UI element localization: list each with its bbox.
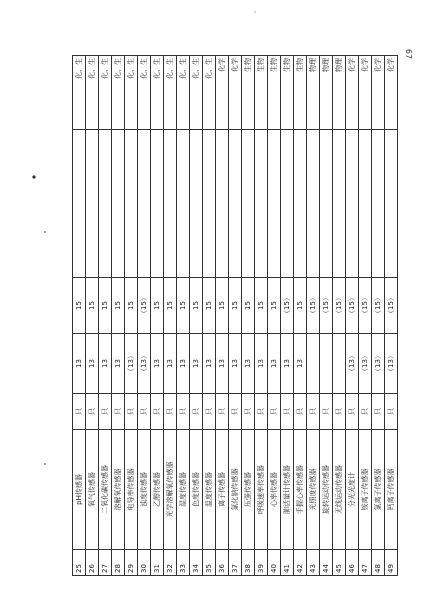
empty-cell <box>151 130 164 278</box>
unit-cell: 只 <box>73 394 86 430</box>
empty-cell <box>294 130 307 278</box>
row-number-cell: 43 <box>307 550 320 576</box>
item-name-cell: 乙醇传感器 <box>151 430 164 550</box>
quantity-b-cell: 15 <box>216 278 229 334</box>
quantity-b-cell: （15） <box>333 278 346 334</box>
row-number-cell: 29 <box>125 550 138 576</box>
row-number-cell: 27 <box>99 550 112 576</box>
unit-cell: 只 <box>216 394 229 430</box>
quantity-a-cell: （13） <box>359 334 372 394</box>
quantity-b-cell: 15 <box>125 278 138 334</box>
quantity-a-cell: 13 <box>242 334 255 394</box>
quantity-b-cell: （15） <box>359 278 372 334</box>
quantity-b-cell: （15） <box>346 278 359 334</box>
subject-cell: 生物 <box>268 56 281 130</box>
quantity-b-cell: 15 <box>190 278 203 334</box>
empty-cell <box>346 130 359 278</box>
subject-cell: 化学 <box>346 56 359 130</box>
quantity-a-cell: 13 <box>281 334 294 394</box>
subject-cell: 化、生 <box>99 56 112 130</box>
quantity-a-cell: 13 <box>99 334 112 394</box>
table-row <box>372 56 385 576</box>
subject-cell: 物理 <box>320 56 333 130</box>
table-row <box>216 56 229 576</box>
empty-cell <box>307 130 320 278</box>
row-number-cell: 39 <box>255 550 268 576</box>
empty-cell <box>177 130 190 278</box>
row-number-cell: 31 <box>151 550 164 576</box>
unit-cell: 只 <box>333 394 346 430</box>
subject-cell: 化、生 <box>203 56 216 130</box>
item-name-cell: 肺活量计传感器 <box>281 430 294 550</box>
empty-cell <box>203 130 216 278</box>
item-name-cell: 溶解氧传感器 <box>112 430 125 550</box>
row-number-cell: 26 <box>86 550 99 576</box>
table-row <box>242 56 255 576</box>
quantity-a-cell: 13 <box>294 334 307 394</box>
row-number-cell: 47 <box>359 550 372 576</box>
table-body <box>73 56 398 576</box>
empty-cell <box>125 130 138 278</box>
equipment-table <box>72 55 398 576</box>
item-name-cell: 光照度传感器 <box>307 430 320 550</box>
unit-cell: 只 <box>125 394 138 430</box>
unit-cell: 只 <box>372 394 385 430</box>
table-row <box>359 56 372 576</box>
item-name-cell: 无线运动传感器 <box>333 430 346 550</box>
quantity-a-cell: 13 <box>112 334 125 394</box>
scan-speck <box>44 231 46 233</box>
quantity-b-cell: 15 <box>255 278 268 334</box>
row-number-cell: 45 <box>333 550 346 576</box>
subject-cell: 生物 <box>281 56 294 130</box>
empty-cell <box>99 130 112 278</box>
row-number-cell: 30 <box>138 550 151 576</box>
subject-cell: 生物 <box>242 56 255 130</box>
table-row <box>281 56 294 576</box>
unit-cell: 只 <box>307 394 320 430</box>
row-number-cell: 49 <box>385 550 398 576</box>
subject-cell: 化、生 <box>177 56 190 130</box>
subject-cell: 化、生 <box>151 56 164 130</box>
table-row <box>346 56 359 576</box>
quantity-a-cell <box>320 334 333 394</box>
empty-cell <box>359 130 372 278</box>
empty-cell <box>255 130 268 278</box>
quantity-a-cell: 13 <box>229 334 242 394</box>
empty-cell <box>86 130 99 278</box>
quantity-b-cell: 15 <box>86 278 99 334</box>
table-row <box>177 56 190 576</box>
subject-cell: 物理 <box>333 56 346 130</box>
item-name-cell: 分光光度计 <box>346 430 359 550</box>
table-row <box>125 56 138 576</box>
row-number-cell: 41 <box>281 550 294 576</box>
empty-cell <box>281 130 294 278</box>
subject-cell: 化、生 <box>112 56 125 130</box>
table-row <box>320 56 333 576</box>
unit-cell: 只 <box>346 394 359 430</box>
item-name-cell: 电导率传感器 <box>125 430 138 550</box>
quantity-b-cell: 15 <box>151 278 164 334</box>
subject-cell: 化学 <box>385 56 398 130</box>
quantity-b-cell: 15 <box>112 278 125 334</box>
unit-cell: 只 <box>99 394 112 430</box>
row-number-cell: 46 <box>346 550 359 576</box>
table-row <box>307 56 320 576</box>
quantity-b-cell: （15） <box>385 278 398 334</box>
quantity-a-cell: 13 <box>177 334 190 394</box>
table-row <box>268 56 281 576</box>
empty-cell <box>372 130 385 278</box>
unit-cell: 只 <box>229 394 242 430</box>
scan-speck <box>32 175 35 178</box>
table-row <box>112 56 125 576</box>
table-row <box>138 56 151 576</box>
row-number-cell: 37 <box>229 550 242 576</box>
item-name-cell: 离子传感器 <box>216 430 229 550</box>
subject-cell: 化学 <box>229 56 242 130</box>
empty-cell <box>320 130 333 278</box>
row-number-cell: 40 <box>268 550 281 576</box>
quantity-a-cell: 13 <box>255 334 268 394</box>
unit-cell: 只 <box>385 394 398 430</box>
quantity-b-cell: （15） <box>372 278 385 334</box>
quantity-a-cell: 13 <box>151 334 164 394</box>
table-row <box>294 56 307 576</box>
empty-cell <box>333 130 346 278</box>
quantity-b-cell: （15） <box>281 278 294 334</box>
item-name-cell: 氯离子传感器 <box>372 430 385 550</box>
unit-cell: 只 <box>164 394 177 430</box>
table-row <box>86 56 99 576</box>
unit-cell: 只 <box>138 394 151 430</box>
row-number-cell: 28 <box>112 550 125 576</box>
item-name-cell: 色度传感器 <box>190 430 203 550</box>
unit-cell: 只 <box>151 394 164 430</box>
empty-cell <box>242 130 255 278</box>
unit-cell: 只 <box>242 394 255 430</box>
quantity-a-cell: 13 <box>203 334 216 394</box>
item-name-cell: 手握心率传感器 <box>294 430 307 550</box>
quantity-a-cell: （13） <box>372 334 385 394</box>
empty-cell <box>112 130 125 278</box>
quantity-a-cell: 13 <box>164 334 177 394</box>
unit-cell: 只 <box>268 394 281 430</box>
table-row <box>255 56 268 576</box>
row-number-cell: 38 <box>242 550 255 576</box>
empty-cell <box>164 130 177 278</box>
subject-cell: 化、生 <box>138 56 151 130</box>
subject-cell: 化、生 <box>73 56 86 130</box>
item-name-cell: 钙离子传感器 <box>385 430 398 550</box>
quantity-b-cell: 15 <box>73 278 86 334</box>
quantity-a-cell: 13 <box>73 334 86 394</box>
table-row <box>190 56 203 576</box>
quantity-a-cell <box>307 334 320 394</box>
rotated-table-content <box>72 56 395 576</box>
item-name-cell: 二氧化碳传感器 <box>99 430 112 550</box>
empty-cell <box>385 130 398 278</box>
unit-cell: 只 <box>190 394 203 430</box>
unit-cell: 只 <box>359 394 372 430</box>
item-name-cell: 氧气传感器 <box>86 430 99 550</box>
unit-cell: 只 <box>203 394 216 430</box>
subject-cell: 物理 <box>307 56 320 130</box>
quantity-b-cell: 15 <box>99 278 112 334</box>
table-row <box>164 56 177 576</box>
quantity-a-cell: （13） <box>385 334 398 394</box>
item-name-cell: 铵离子传感器 <box>359 430 372 550</box>
quantity-a-cell: 13 <box>268 334 281 394</box>
item-name-cell: 旋转运动传感器 <box>320 430 333 550</box>
row-number-cell: 35 <box>203 550 216 576</box>
empty-cell <box>190 130 203 278</box>
quantity-a-cell: （13） <box>138 334 151 394</box>
empty-cell <box>268 130 281 278</box>
unit-cell: 只 <box>86 394 99 430</box>
unit-cell: 只 <box>294 394 307 430</box>
table-row <box>333 56 346 576</box>
subject-cell: 化学 <box>216 56 229 130</box>
quantity-a-cell: （13） <box>125 334 138 394</box>
quantity-a-cell <box>333 334 346 394</box>
quantity-a-cell: 13 <box>216 334 229 394</box>
row-number-cell: 25 <box>73 550 86 576</box>
row-number-cell: 33 <box>177 550 190 576</box>
subject-cell: 化、生 <box>86 56 99 130</box>
table-row <box>99 56 112 576</box>
unit-cell: 只 <box>112 394 125 430</box>
quantity-b-cell: （15） <box>307 278 320 334</box>
subject-cell: 生物 <box>294 56 307 130</box>
table-row <box>229 56 242 576</box>
table-row <box>73 56 86 576</box>
quantity-b-cell: 15 <box>164 278 177 334</box>
table-row <box>385 56 398 576</box>
subject-cell: 化、生 <box>125 56 138 130</box>
quantity-b-cell: 15 <box>268 278 281 334</box>
unit-cell: 只 <box>255 394 268 430</box>
item-name-cell: 温度传感器 <box>203 430 216 550</box>
item-name-cell: 呼吸速率传感器 <box>255 430 268 550</box>
empty-cell <box>73 130 86 278</box>
empty-cell <box>138 130 151 278</box>
row-number-cell: 36 <box>216 550 229 576</box>
quantity-a-cell: 13 <box>86 334 99 394</box>
empty-cell <box>216 130 229 278</box>
subject-cell: 化学 <box>359 56 372 130</box>
table-row <box>203 56 216 576</box>
table-row <box>151 56 164 576</box>
quantity-b-cell: 15 <box>177 278 190 334</box>
quantity-a-cell: （13） <box>346 334 359 394</box>
quantity-b-cell: （15） <box>320 278 333 334</box>
row-number-cell: 34 <box>190 550 203 576</box>
unit-cell: 只 <box>281 394 294 430</box>
item-name-cell: 压强传感器 <box>242 430 255 550</box>
subject-cell: 生物 <box>255 56 268 130</box>
quantity-a-cell: 13 <box>190 334 203 394</box>
item-name-cell: 浊度传感器 <box>138 430 151 550</box>
quantity-b-cell: 15 <box>242 278 255 334</box>
quantity-b-cell: （15） <box>138 278 151 334</box>
unit-cell: 只 <box>320 394 333 430</box>
row-number-cell: 48 <box>372 550 385 576</box>
quantity-b-cell: 15 <box>229 278 242 334</box>
item-name-cell: 氯化钠传感器 <box>229 430 242 550</box>
item-name-cell: 心率传感器 <box>268 430 281 550</box>
page-number: 67 <box>404 48 413 60</box>
subject-cell: 化学 <box>372 56 385 130</box>
quantity-b-cell: 15 <box>294 278 307 334</box>
item-name-cell: 湿度传感器 <box>177 430 190 550</box>
empty-cell <box>229 130 242 278</box>
quantity-b-cell: 15 <box>203 278 216 334</box>
row-number-cell: 32 <box>164 550 177 576</box>
scan-speck <box>254 11 255 12</box>
subject-cell: 化、生 <box>190 56 203 130</box>
rotated-table-frame <box>72 56 395 576</box>
item-name-cell: 光学溶解氧传感器 <box>164 430 177 550</box>
scan-speck <box>44 463 46 465</box>
item-name-cell: pH传感器 <box>73 430 86 550</box>
row-number-cell: 44 <box>320 550 333 576</box>
row-number-cell: 42 <box>294 550 307 576</box>
unit-cell: 只 <box>177 394 190 430</box>
subject-cell: 化、生 <box>164 56 177 130</box>
